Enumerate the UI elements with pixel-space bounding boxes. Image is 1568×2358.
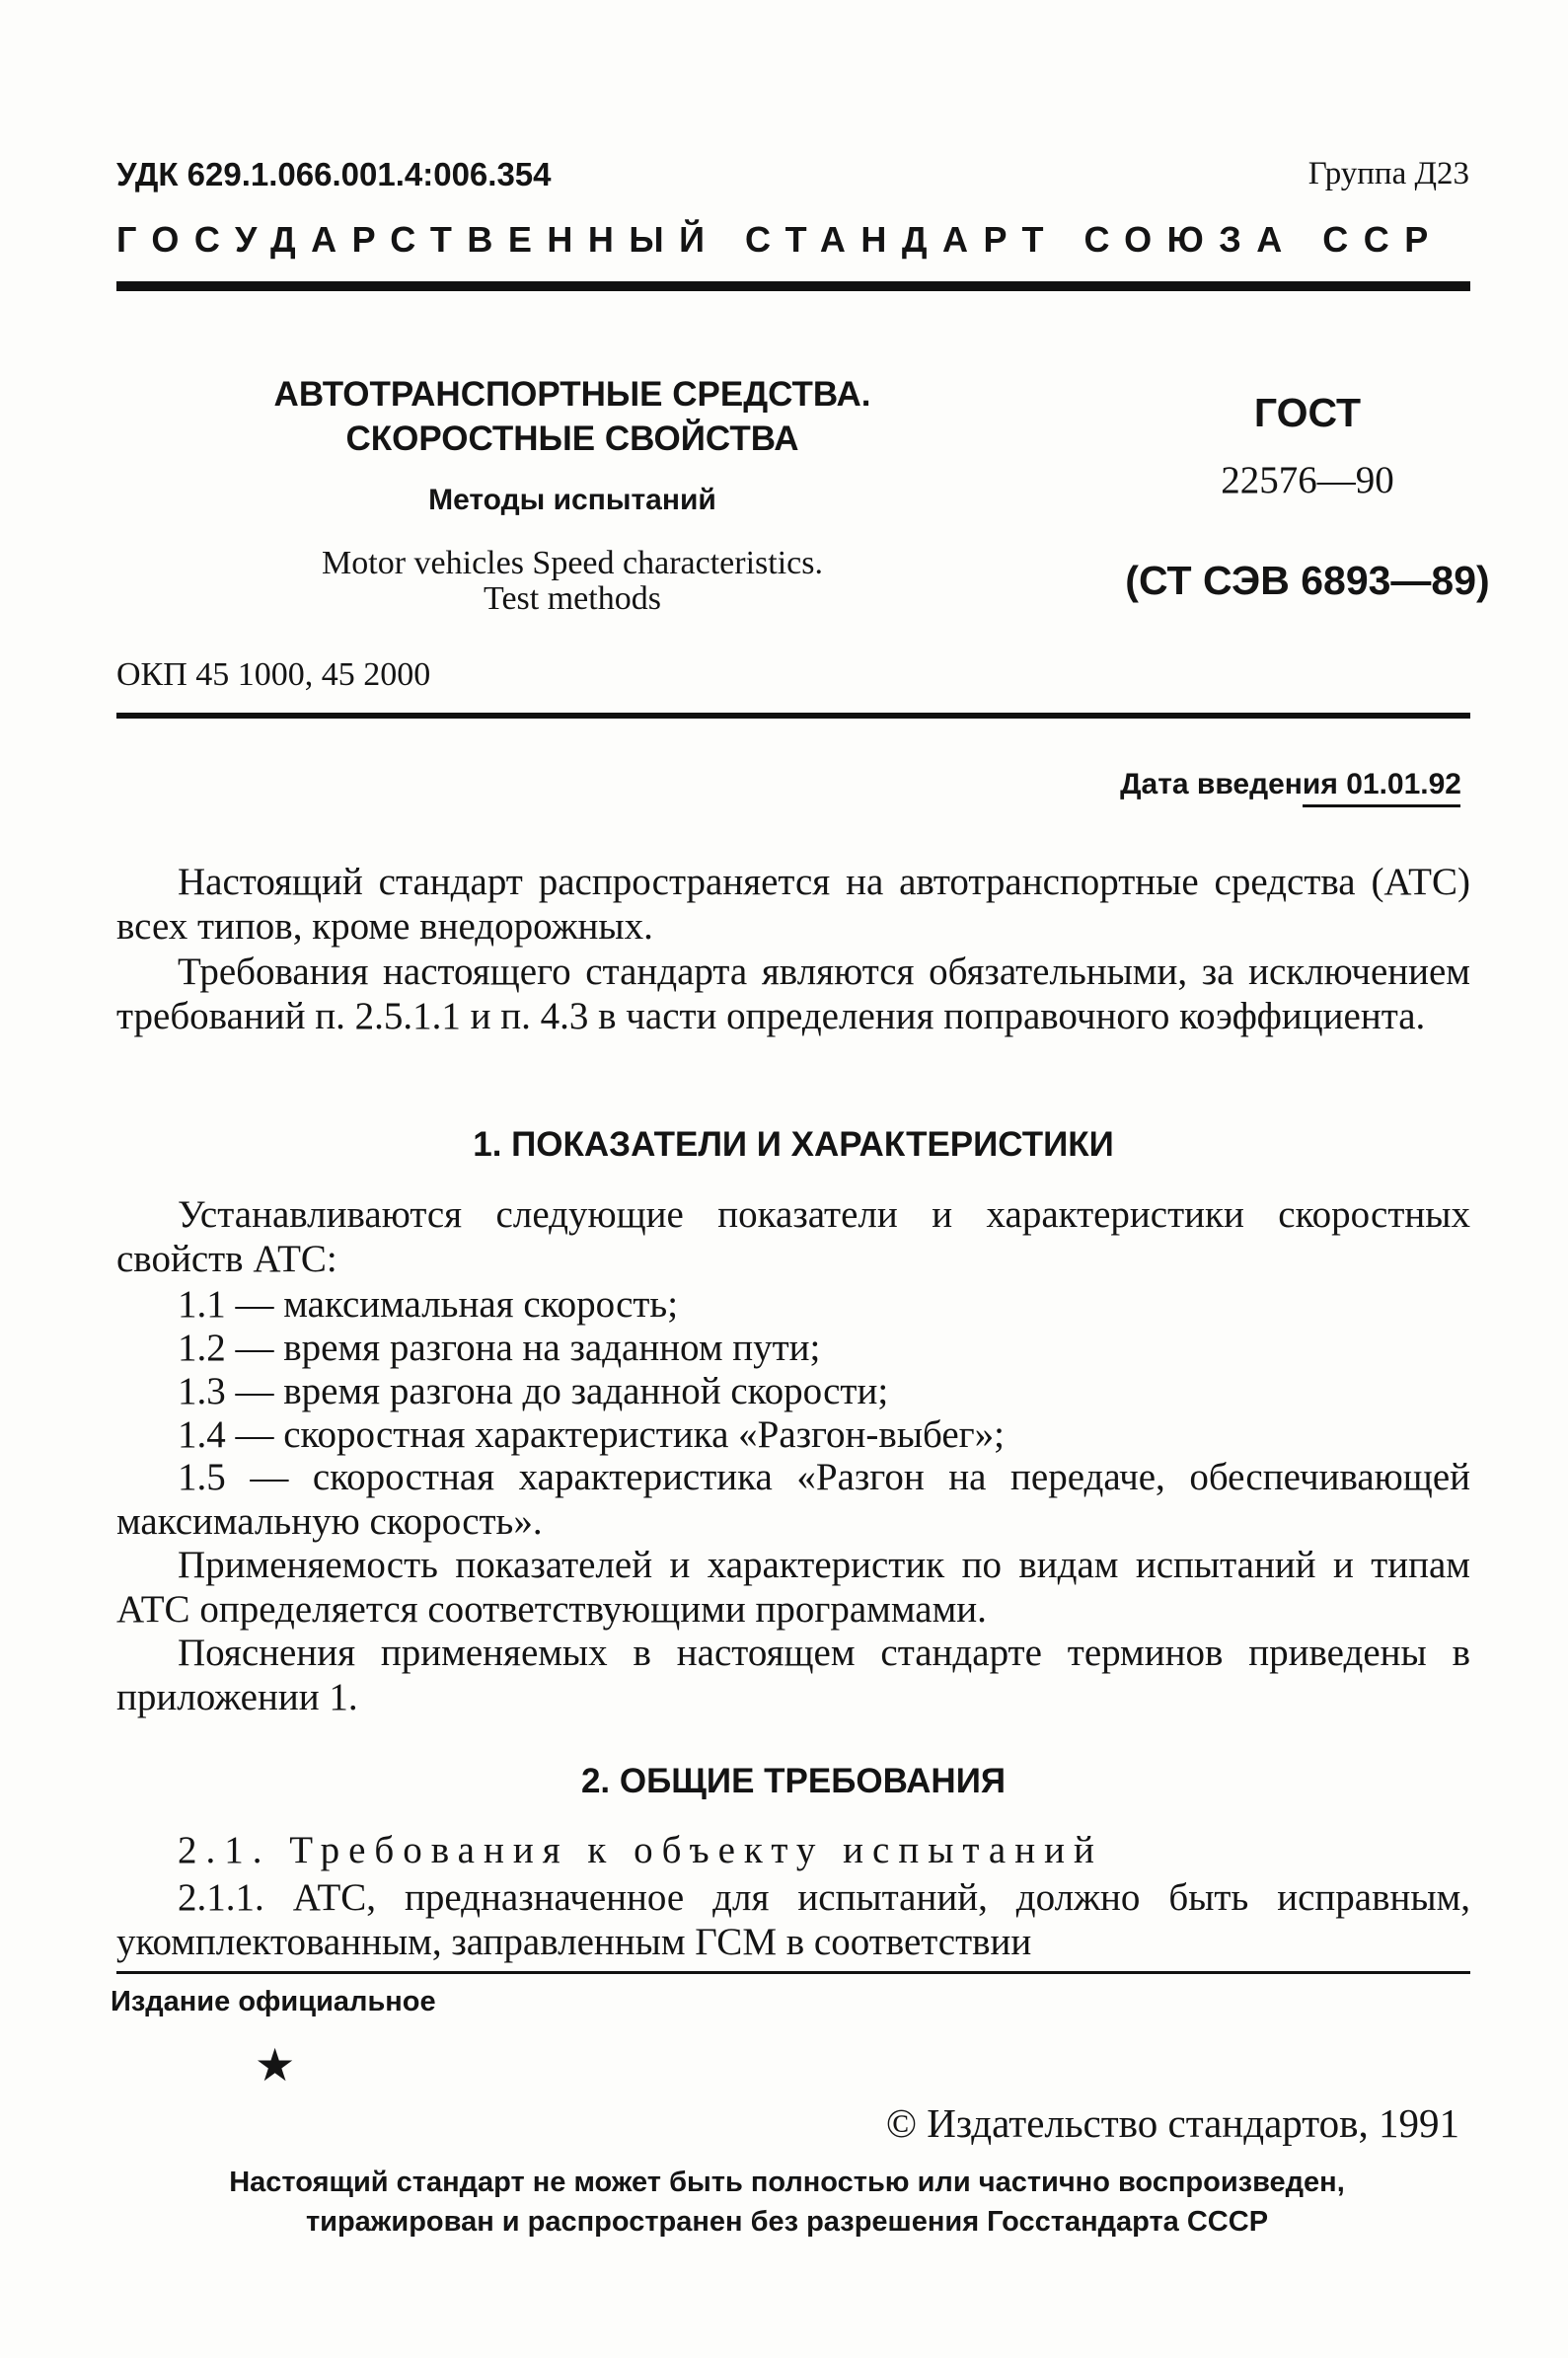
section-2-heading: 2. ОБЩИЕ ТРЕБОВАНИЯ [580,1762,1007,1800]
explanations-paragraph: Пояснения применяемых в настоящем стандарте терминов приведены в приложении 1. [116,1632,1470,1718]
introduction-date: Дата введения 01.01.92 [1120,768,1461,800]
udk-code: УДК 629.1.066.001.4:006.354 [116,156,552,192]
header-rule [116,281,1470,291]
reproduction-notice-line1: Настоящий стандарт не может быть полностью или частично воспроизведен, [229,2167,1345,2198]
reproduction-notice-line2: тиражирован и распространен без разрешения Госстандарта СССР [305,2206,1269,2238]
date-underline [1303,804,1460,807]
official-edition: Издание официальное [111,1986,436,2017]
section-1-lead: Устанавливаются следующие показатели и характеристики скоростных свойств АТС: [116,1193,1470,1280]
okp-code: ОКП 45 1000, 45 2000 [116,656,431,693]
document-title-line1: АВТОТРАНСПОРТНЫЕ СРЕДСТВА. [273,375,871,414]
list-item: 1.4 — скоростная характеристика «Разгон-выбег»; [178,1413,1006,1456]
list-item: 1.3 — время разгона до заданной скорости; [178,1370,889,1412]
list-item: 1.1 — максимальная скорость; [178,1283,679,1326]
intro-paragraph-2: Требования настоящего стандарта являются обязательными, за исключением требований п. 2.5.1.1 и п. 4.3 в части определения поправочного коэффициента. [116,951,1470,1037]
title-rule [116,713,1470,719]
clause-2-1-1: 2.1.1. АТС, предназначенное для испытаний, должно быть исправным, укомплектованным, заправленным ГСМ в соответствии [116,1876,1470,1963]
document-title-line2: СКОРОСТНЫЕ СВОЙСТВА [345,419,799,458]
document-subtitle: Методы испытаний [428,484,716,516]
intro-paragraph-1: Настоящий стандарт распространяется на автотранспортные средства (АТС) всех типов, кроме внедорожных. [116,861,1470,948]
gost-label: ГОСТ [1253,390,1362,435]
state-standard-heading: ГОСУДАРСТВЕННЫЙ СТАНДАРТ СОЮЗА ССР [116,219,1444,260]
star-icon: ★ [255,2040,296,2091]
applicability-paragraph: Применяемость показателей и характеристик по видам испытаний и типам АТС определяется соответствующими программами. [116,1544,1470,1631]
footer-rule [116,1971,1470,1974]
section-1-heading: 1. ПОКАЗАТЕЛИ И ХАРАКТЕРИСТИКИ [473,1125,1114,1164]
english-title-line1: Motor vehicles Speed characteristics. [322,545,823,581]
list-item: 1.2 — время разгона на заданном пути; [178,1327,821,1369]
section-2-1-heading: 2.1. Требования к объекту испытаний [178,1829,1103,1871]
list-item: 1.5 — скоростная характеристика «Разгон на передаче, обеспечивающей максимальную скорость». [116,1456,1470,1543]
publisher-copyright: © Издательство стандартов, 1991 [885,2100,1459,2146]
english-title-line2: Test methods [484,580,661,617]
st-sev-number: (СТ СЭВ 6893—89) [1125,558,1490,603]
gost-number: 22576—90 [1221,459,1394,501]
group-code: Группа Д23 [1307,156,1469,191]
